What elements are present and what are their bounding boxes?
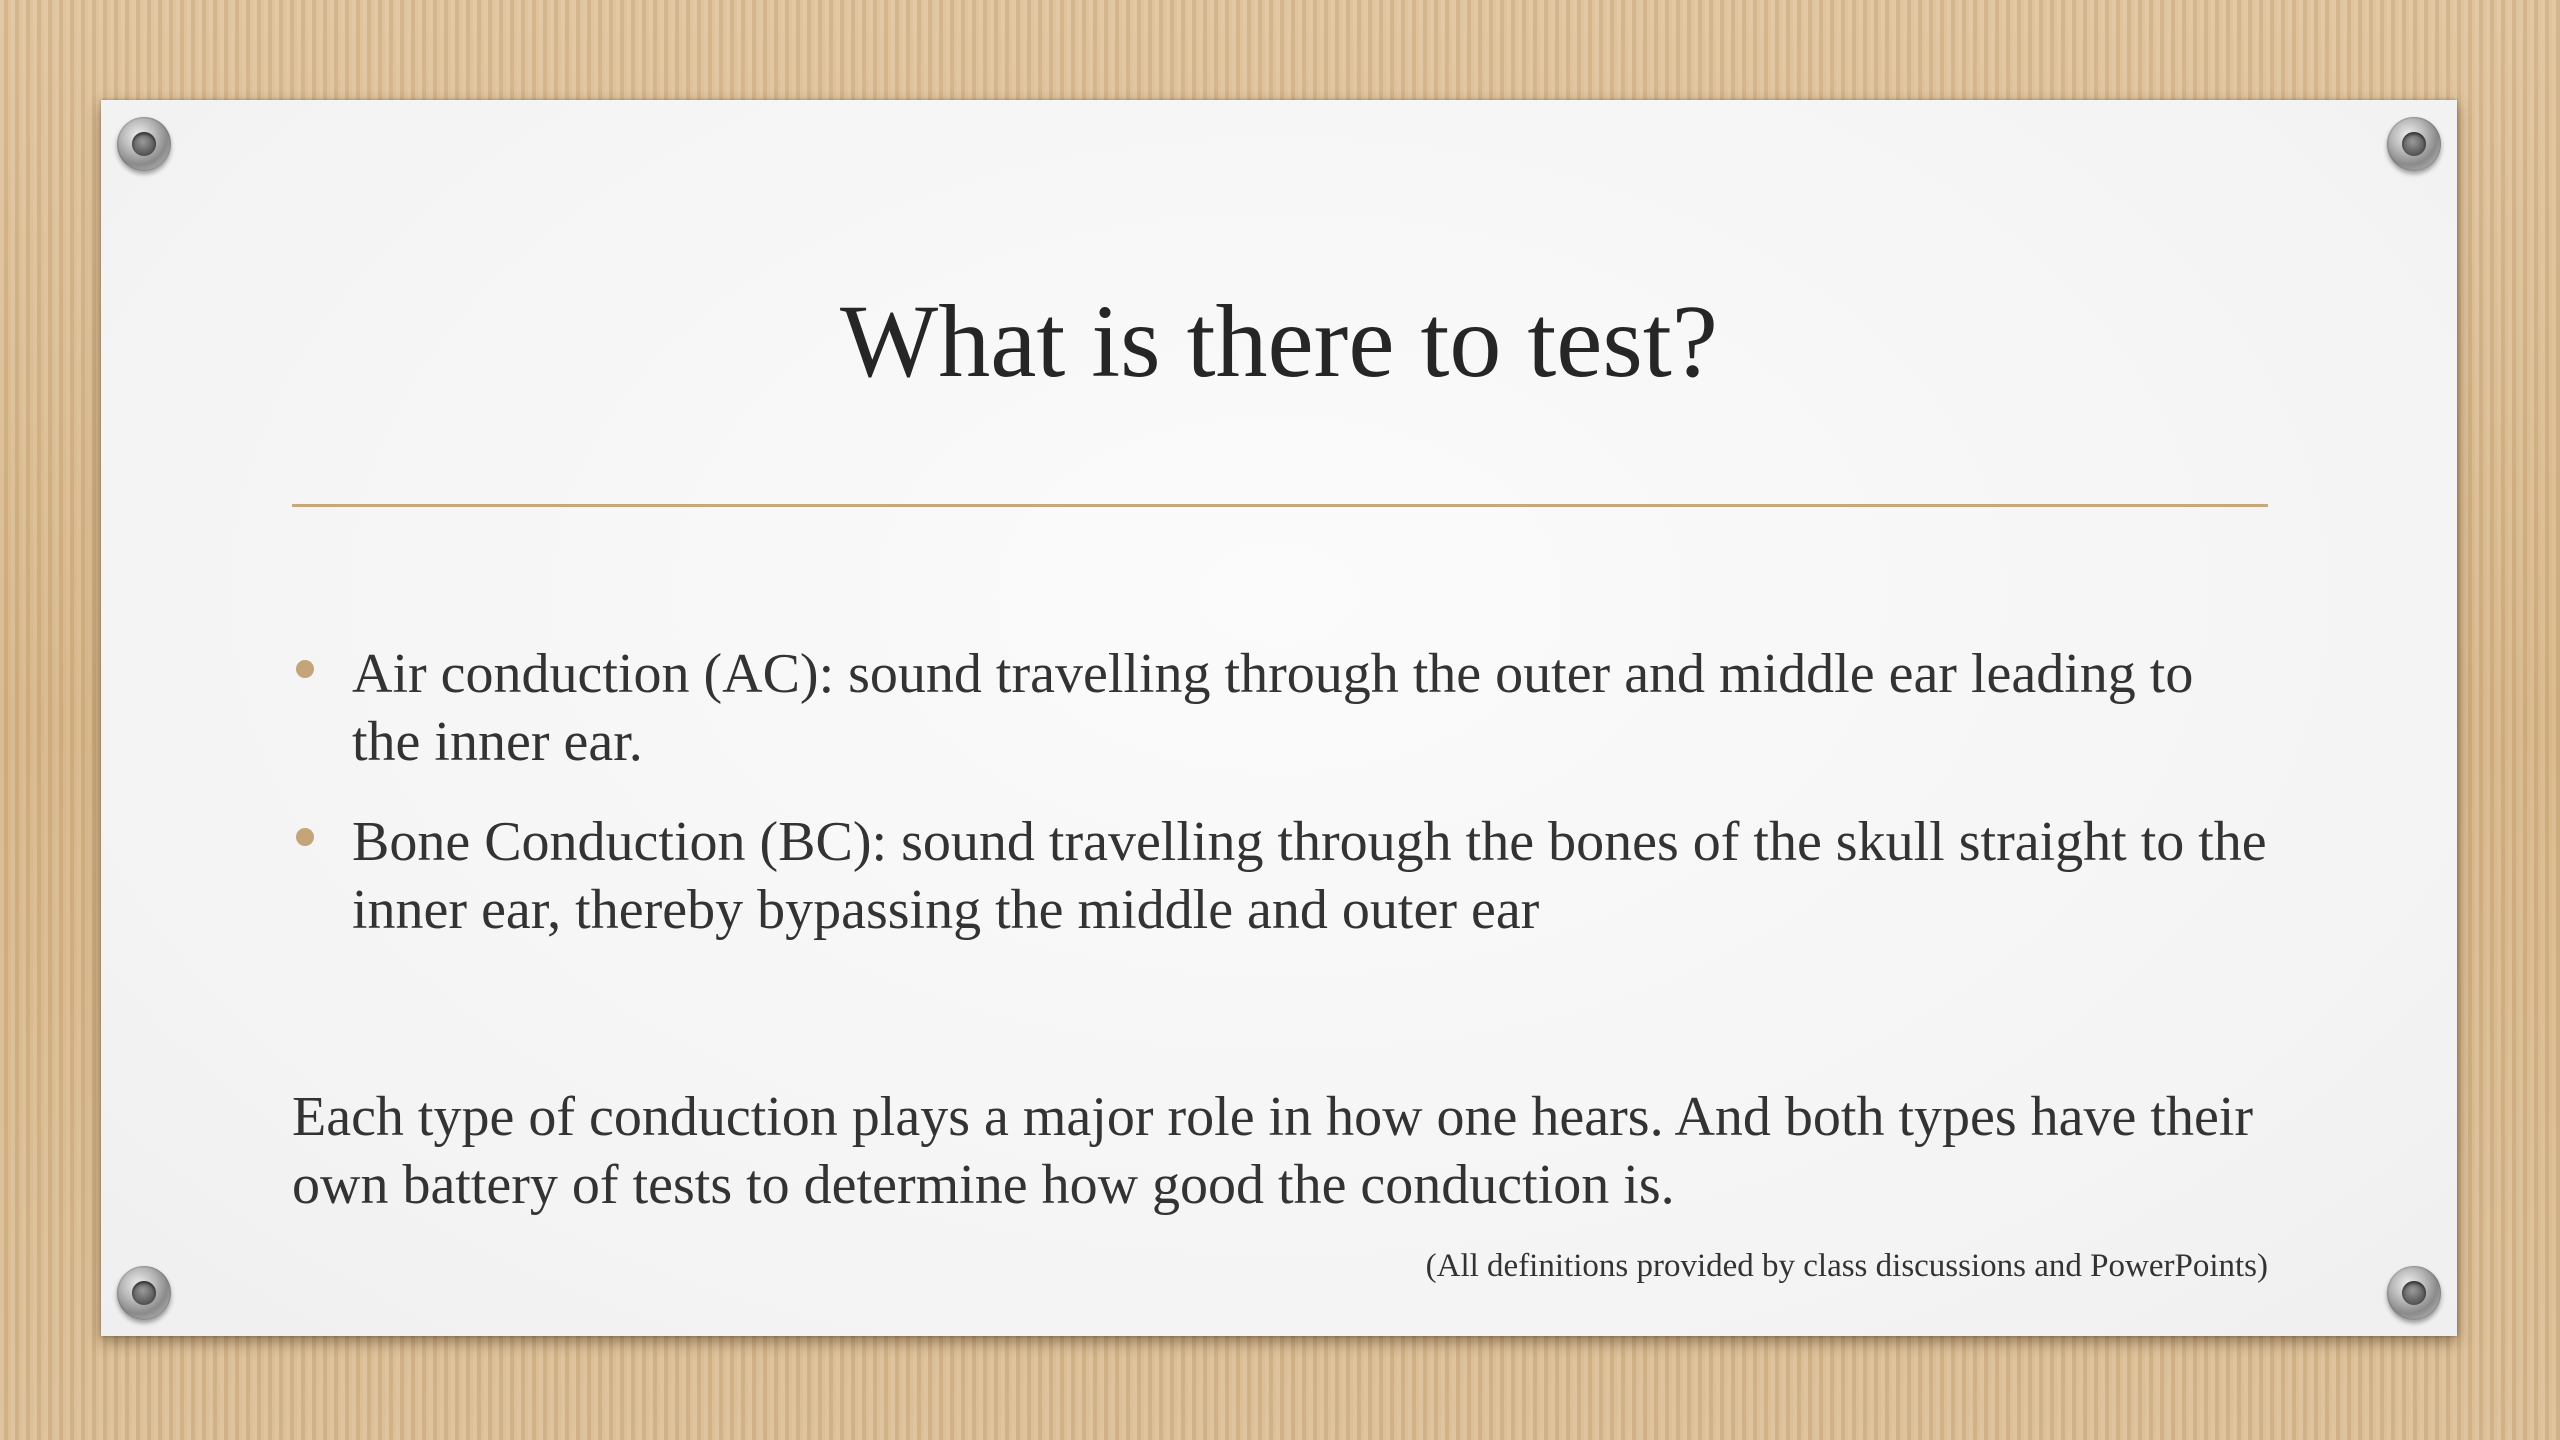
- grommet-icon: [117, 1266, 171, 1320]
- grommet-icon: [2387, 117, 2441, 171]
- grommet-icon: [117, 117, 171, 171]
- summary-paragraph: Each type of conduction plays a major role in how one hears. And both types have their own battery of tests to determine how good the conduction is.: [292, 1086, 2254, 1216]
- bullet-item-bone-conduction: [292, 808, 2268, 944]
- bullet-text: Air conduction (AC): sound travelling through the outer and middle ear leading to the inner ear.: [352, 643, 2194, 773]
- bullet-dot-icon: [296, 660, 314, 678]
- citation-note: (All definitions provided by class discussions and PowerPoints): [1425, 1248, 2268, 1284]
- bullet-dot-icon: [296, 828, 314, 846]
- bullet-list: [292, 640, 2268, 976]
- slide-title: What is there to test?: [840, 284, 1718, 399]
- title-divider: [292, 504, 2268, 507]
- grommet-icon: [2387, 1266, 2441, 1320]
- bullet-text: Bone Conduction (BC): sound travelling through the bones of the skull straight to the inner ear, thereby bypassing the middle and outer ear: [352, 811, 2267, 941]
- slide-card: [101, 100, 2457, 1336]
- bullet-item-air-conduction: [292, 640, 2268, 776]
